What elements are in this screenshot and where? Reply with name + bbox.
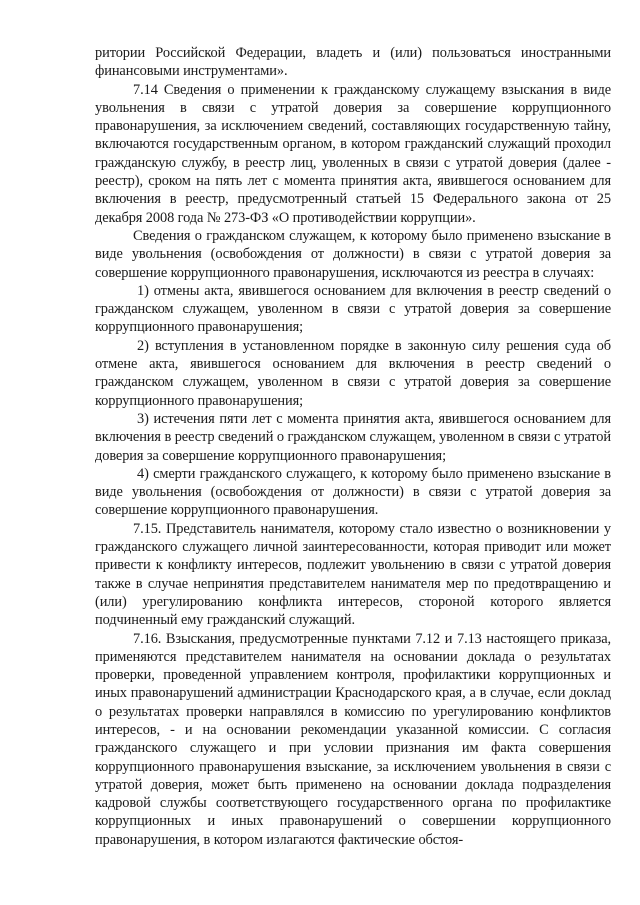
paragraph-7-16: 7.16. Взыскания, предусмотренные пунктами 7.12 и 7.13 настоящего приказа, применяются представителем нанимателя на основании доклада о результатах проверки, проведенной управлением контроля, профилактики коррупционных и иных правонарушений администрации Краснодарского края, а в случае, если доклад о результатах проверки направлялся в комиссию по урегулированию конфликтов интересов, - и на основании рекомендации указанной комиссии. С согласия гражданского служащего и при условии признания им факта совершения коррупционного правонарушения взыскание, за исключением увольнения в связи с утратой доверия, может быть применено на основании доклада подразделения кадровой службы соответствующего государственного органа по профилактике коррупционных и иных правонарушений о совершении коррупционного правонарушения, в котором излагаются фактические обстоя-: [95, 630, 611, 848]
list-item-1: 1) отмены акта, явившегося основанием для включения в реестр сведений о гражданском служащем, уволенном в связи с утратой доверия за совершение коррупционного правонарушения;: [95, 282, 611, 336]
paragraph-registry-exclusion: Сведения о гражданском служащем, к которому было применено взыскание в виде увольнения (освобождения от должности) в связи с утратой доверия за совершение коррупционного правонарушения, исключаются из реестра в случаях:: [95, 227, 611, 281]
paragraph-continuation: ритории Российской Федерации, владеть и (или) пользоваться иностранными финансовыми инструментами».: [95, 45, 611, 80]
paragraph-7-14: 7.14 Сведения о применении к гражданскому служащему взыскания в виде увольнения в связи с утратой доверия за совершение коррупционного правонарушения, за исключением сведений, составляющих государственную тайну, включаются государственным органом, в котором гражданский служащий проходил гражданскую службу, в реестр лиц, уволенных в связи с утратой доверия (далее - реестр), сроком на пять лет с момента принятия акта, явившегося основанием для включения в реестр, предусмотренный статьей 15 Федерального закона от 25 декабря 2008 года № 273-ФЗ «О противодействии коррупции».: [95, 81, 611, 226]
list-item-2: 2) вступления в установленном порядке в законную силу решения суда об отмене акта, явившегося основанием для включения в реестр сведений о гражданском служащем, уволенном в связи с утратой доверия за совершение коррупционного правонарушения;: [95, 337, 611, 409]
document-page: [95, 44, 611, 849]
list-item-3: 3) истечения пяти лет с момента принятия акта, явившегося основанием для включения в реестр сведений о гражданском служащем, уволенном в связи с утратой доверия за совершение коррупционного правонарушения;: [95, 410, 611, 464]
list-item-4: 4) смерти гражданского служащего, к которому было применено взыскание в виде увольнения (освобождения от должности) в связи с утратой доверия за совершение коррупционного правонарушения.: [95, 465, 611, 519]
paragraph-7-15: 7.15. Представитель нанимателя, которому стало известно о возникновении у гражданского служащего личной заинтересованности, которая приводит или может привести к конфликту интересов, подлежит увольнению в связи с утратой доверия также в случае непринятия представителем нанимателя мер по предотвращению и (или) урегулированию конфликта интересов, стороной которого является подчиненный ему гражданский служащий.: [95, 520, 611, 629]
